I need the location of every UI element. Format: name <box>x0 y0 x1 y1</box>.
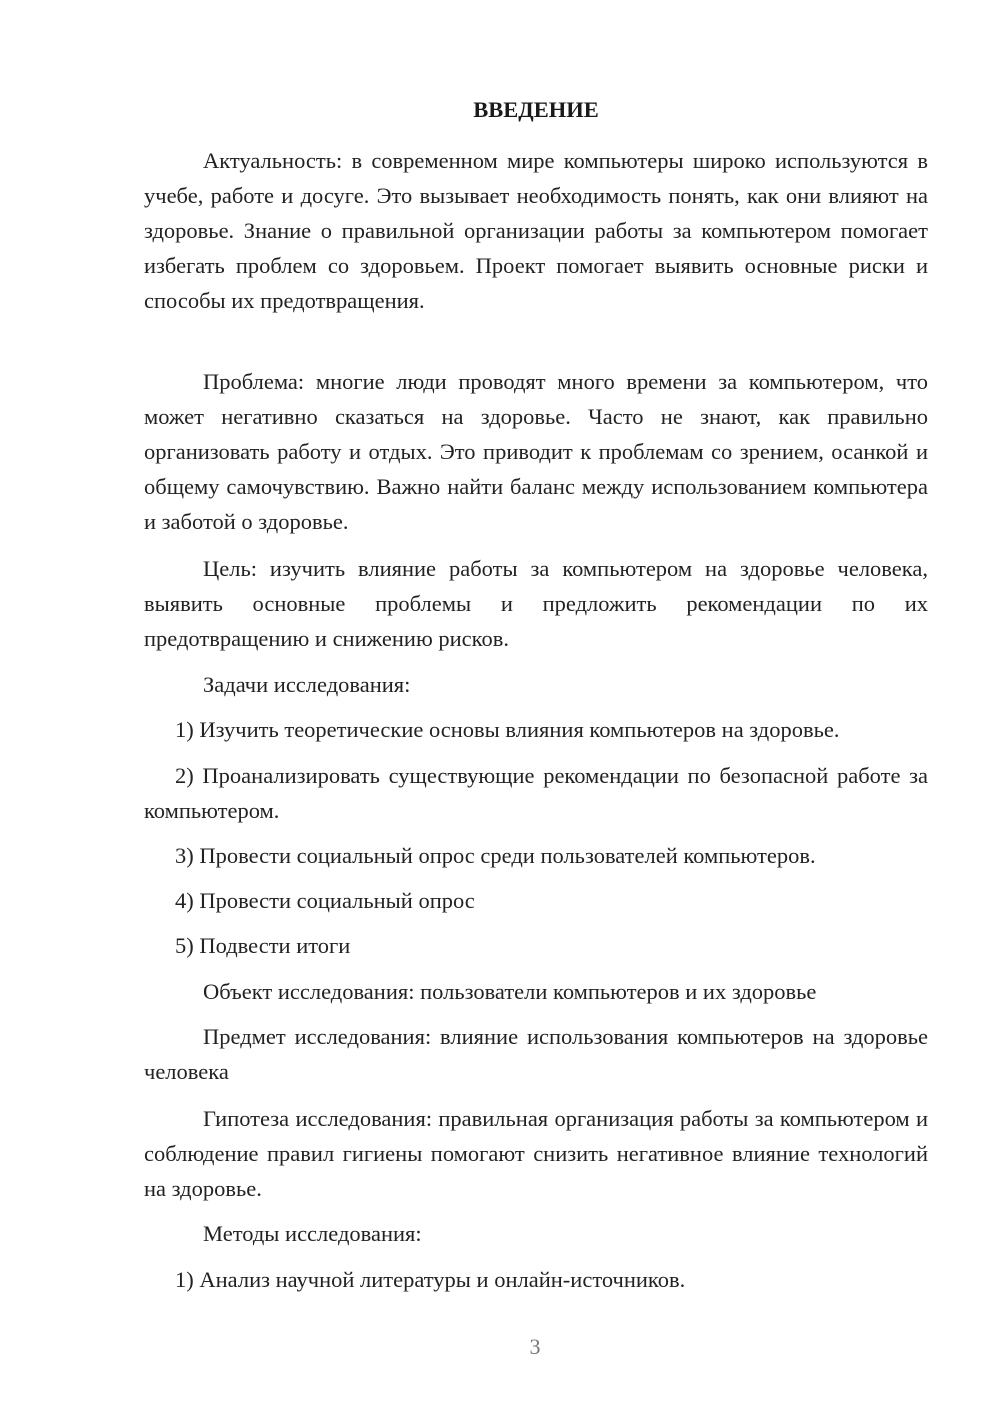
task-item-4: 4) Провести социальный опрос <box>175 888 475 913</box>
relevance-paragraph: Актуальность: в современном мире компьютеры широко используются в учебе, работе и досуге. Это вызывает необходимость понять, как они влияют на здоровье. Знание о правильной организации работы за компьютером помогает избегать проблем со здоровьем. Проект помогает выявить основные риски и способы их предотвращения. <box>144 148 928 313</box>
page-number: 3 <box>529 1334 541 1359</box>
task-item-2: 2) Проанализировать существующие рекомендации по безопасной работе за компьютером. <box>144 763 928 823</box>
methods-heading: Методы исследования: <box>203 1221 422 1246</box>
section-title: ВВЕДЕНИЕ <box>473 97 599 122</box>
subject-paragraph: Предмет исследования: влияние использования компьютеров на здоровье человека <box>144 1024 928 1084</box>
task-item-5: 5) Подвести итоги <box>175 933 351 958</box>
goal-paragraph: Цель: изучить влияние работы за компьютером на здоровье человека, выявить основные проблемы и предложить рекомендации по их предотвращению и снижению рисков. <box>144 556 928 651</box>
task-item-1: 1) Изучить теоретические основы влияния компьютеров на здоровье. <box>175 717 840 742</box>
tasks-heading: Задачи исследования: <box>203 672 411 697</box>
method-item-1: 1) Анализ научной литературы и онлайн-источников. <box>175 1267 686 1292</box>
hypothesis-paragraph: Гипотеза исследования: правильная организация работы за компьютером и соблюдение правил гигиены помогают снизить негативное влияние технологий на здоровье. <box>144 1106 928 1201</box>
problem-paragraph: Проблема: многие люди проводят много времени за компьютером, что может негативно сказаться на здоровье. Часто не знают, как правильно организовать работу и отдых. Это приводит к проблемам со зрением, осанкой и общему самочувствию. Важно найти баланс между использованием компьютера и заботой о здоровье. <box>144 369 928 534</box>
task-item-3: 3) Провести социальный опрос среди пользователей компьютеров. <box>175 843 816 868</box>
object-paragraph: Объект исследования: пользователи компьютеров и их здоровье <box>203 979 817 1004</box>
